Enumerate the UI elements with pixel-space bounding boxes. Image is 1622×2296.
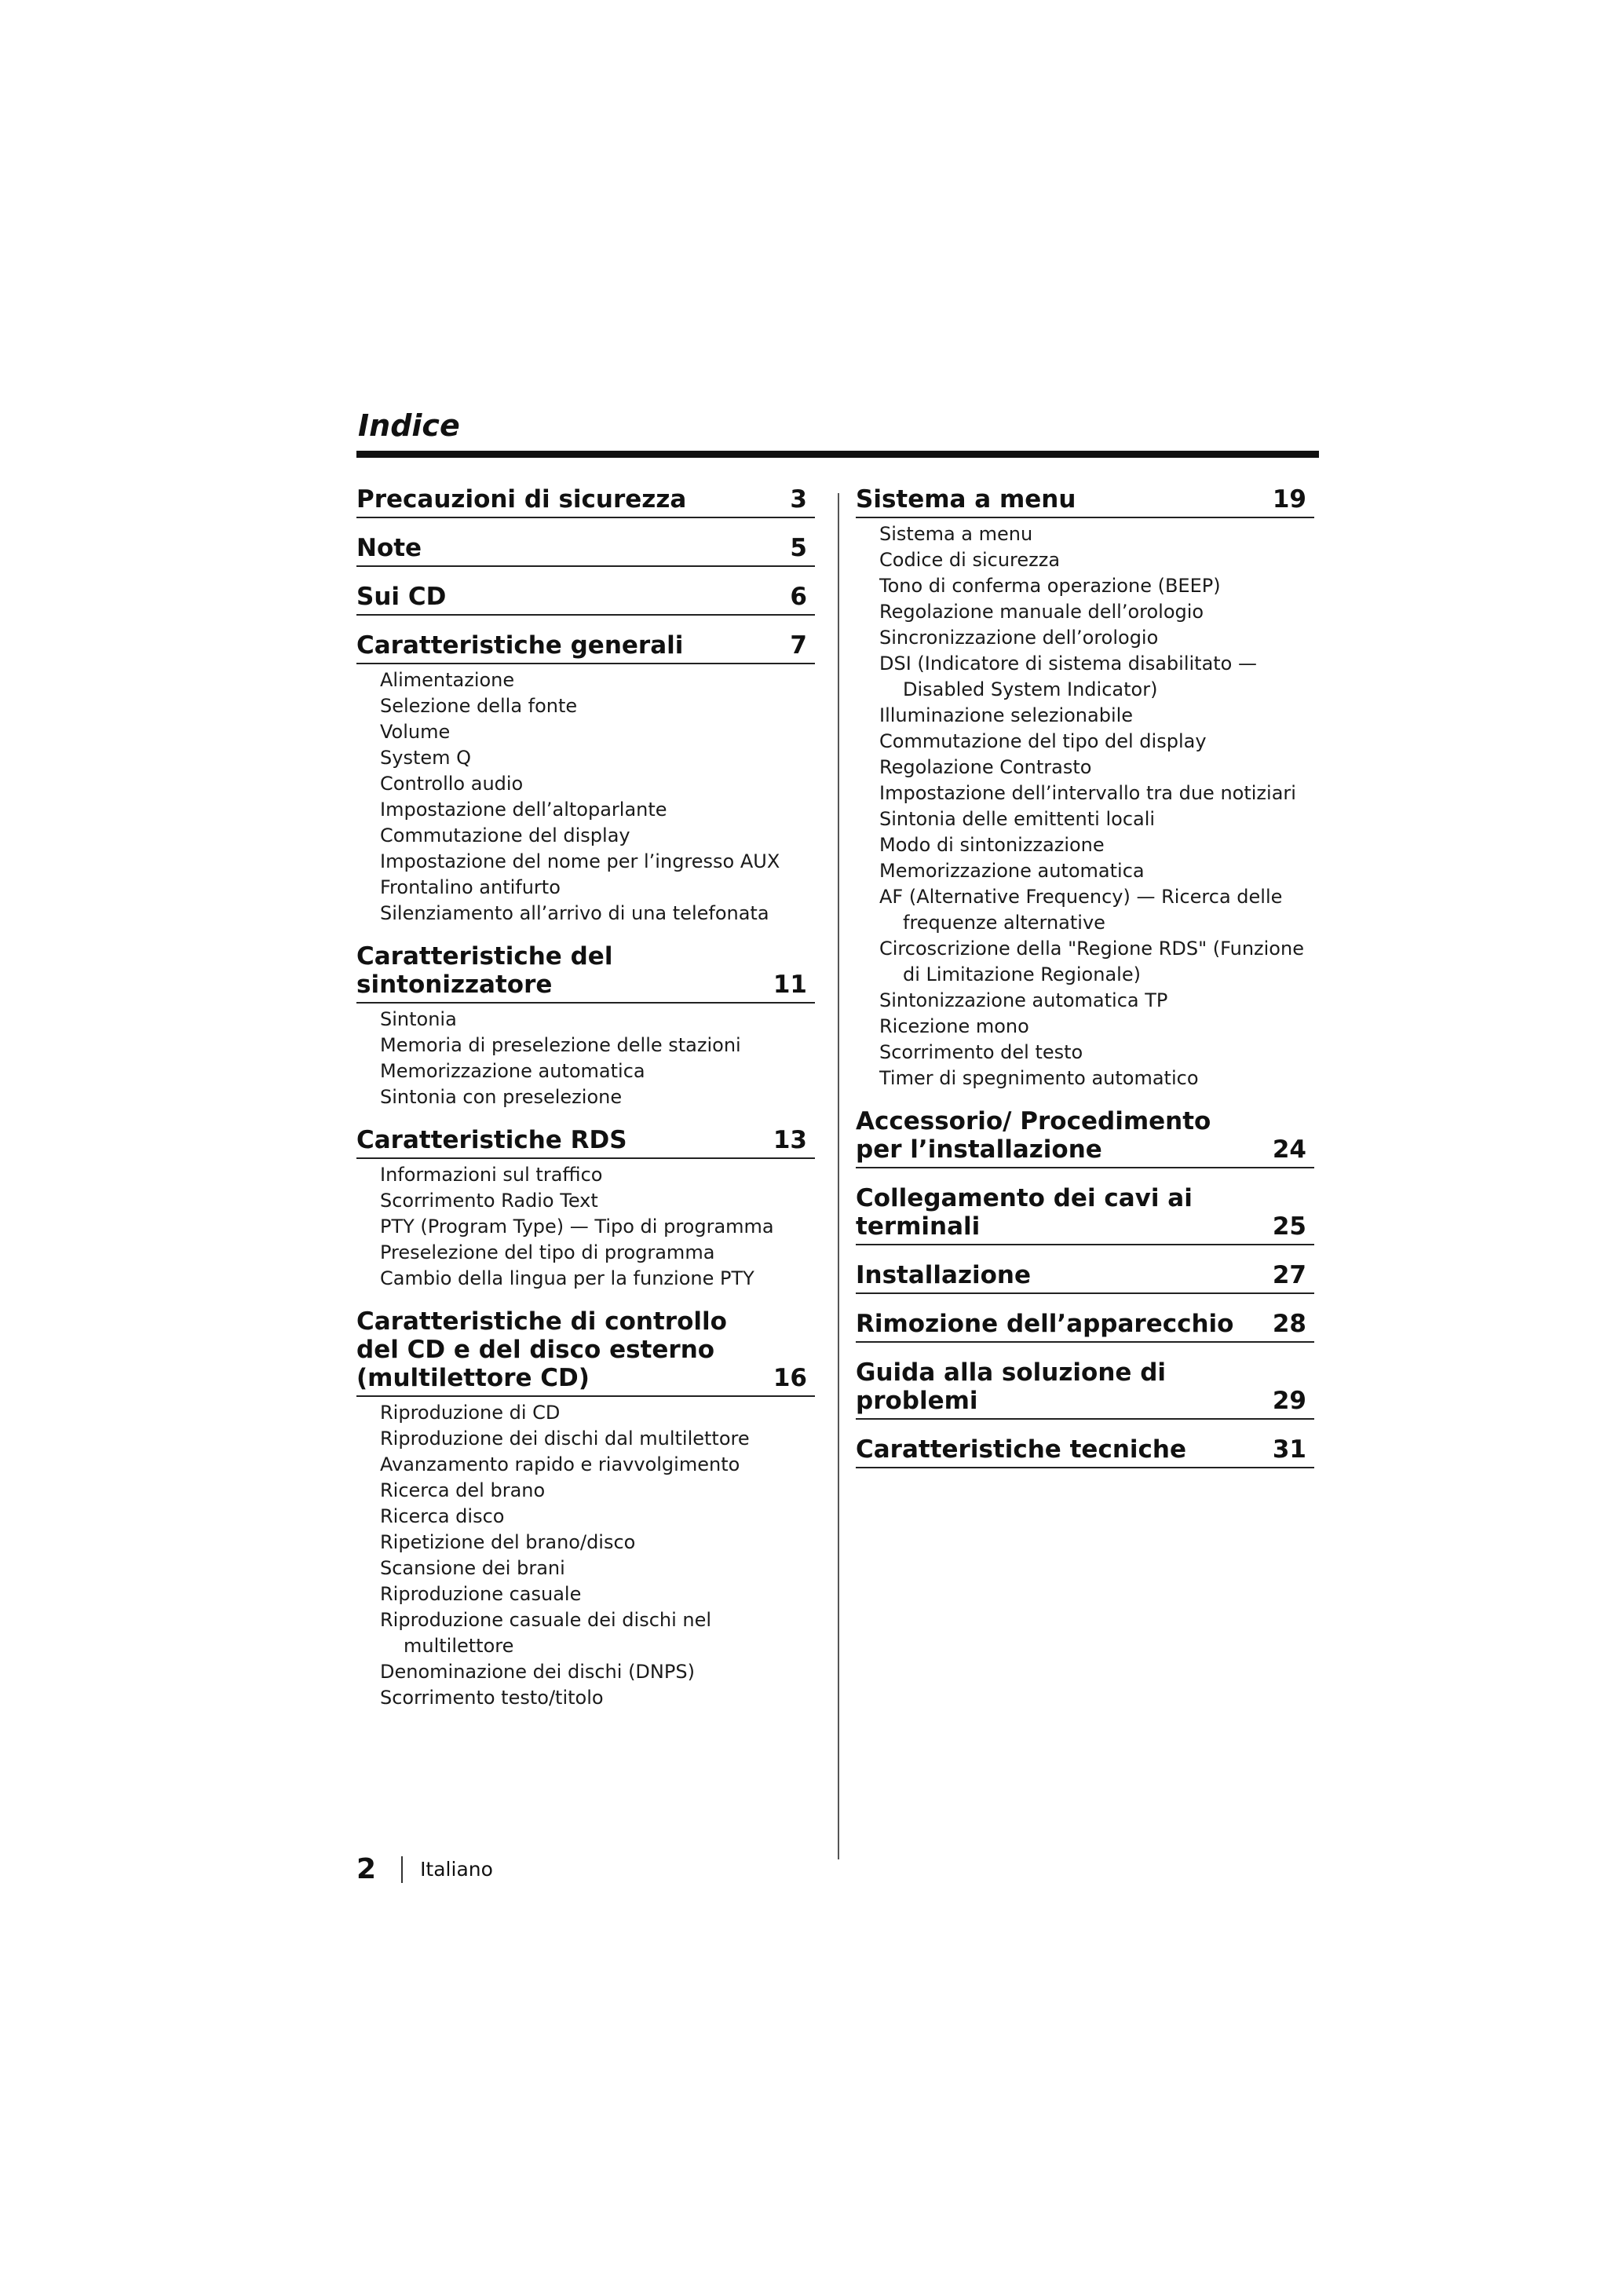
toc-subitem[interactable]: Controllo audio	[380, 773, 524, 795]
toc-section	[356, 485, 815, 518]
toc-heading-title: Installazione	[856, 1261, 1032, 1289]
toc-subitems	[356, 1007, 815, 1110]
toc-subitem[interactable]: AF (Alternative Frequency) — Ricerca delle frequenze alternative	[879, 886, 1283, 934]
toc-subitem[interactable]: Volume	[380, 721, 451, 743]
toc-section	[356, 583, 815, 616]
toc-subitem[interactable]: Ricezione mono	[879, 1015, 1029, 1037]
toc-subitem[interactable]: System Q	[380, 747, 472, 769]
toc-heading-page: 11	[773, 971, 807, 999]
toc-heading-title: Precauzioni di sicurezza	[356, 485, 687, 514]
toc-heading-page: 19	[1272, 485, 1306, 514]
toc-heading[interactable]	[356, 1126, 815, 1159]
column-divider	[838, 493, 839, 1859]
toc-heading-page: 7	[790, 631, 807, 660]
toc-heading[interactable]	[356, 485, 815, 518]
toc-section	[856, 485, 1314, 1091]
toc-heading[interactable]	[856, 1107, 1314, 1168]
toc-section	[356, 942, 815, 1110]
toc-heading[interactable]	[356, 942, 815, 1004]
toc-section	[856, 1358, 1314, 1420]
toc-subitem[interactable]: Impostazione del nome per l’ingresso AUX	[380, 850, 780, 872]
toc-subitem[interactable]: Sintonizzazione automatica TP	[879, 989, 1168, 1011]
toc-section	[856, 1435, 1314, 1468]
toc-subitem[interactable]: Scorrimento del testo	[879, 1041, 1083, 1063]
toc-subitem[interactable]: Regolazione manuale dell’orologio	[879, 601, 1204, 623]
toc-heading-title: Sistema a menu	[856, 485, 1076, 514]
toc-subitem[interactable]: Ricerca del brano	[380, 1479, 546, 1501]
toc-heading[interactable]	[856, 1261, 1314, 1294]
toc-subitem[interactable]: Commutazione del display	[380, 824, 630, 846]
toc-heading-title: Caratteristiche del sintonizzatore	[356, 942, 613, 999]
page-footer	[356, 1853, 493, 1885]
toc-subitem[interactable]: Memorizzazione automatica	[879, 860, 1145, 882]
toc-heading-title: Guida alla soluzione di problemi	[856, 1358, 1167, 1415]
title-rule	[356, 451, 1319, 458]
toc-subitem[interactable]: Riproduzione di CD	[380, 1402, 561, 1424]
toc-heading[interactable]	[356, 583, 815, 616]
toc-subitems	[356, 667, 815, 927]
toc-subitem[interactable]: Selezione della fonte	[380, 695, 578, 717]
toc-subitem[interactable]: Timer di spegnimento automatico	[879, 1067, 1199, 1089]
toc-heading-page: 6	[790, 583, 807, 611]
toc-heading-title: Caratteristiche generali	[356, 631, 684, 660]
toc-heading-title: Accessorio/ Procedimento per l’installazione	[856, 1107, 1211, 1164]
page-number: 2	[356, 1853, 377, 1885]
toc-section	[356, 1126, 815, 1292]
toc-heading-title: Sui CD	[356, 583, 447, 611]
toc-heading[interactable]	[356, 1307, 815, 1397]
toc-subitem[interactable]: Riproduzione casuale dei dischi nel multilettore	[380, 1609, 712, 1657]
toc-section	[856, 1107, 1314, 1168]
toc-left-column	[356, 485, 815, 1727]
toc-heading-page: 24	[1272, 1135, 1306, 1164]
toc-section	[856, 1310, 1314, 1343]
footer-divider	[401, 1856, 403, 1883]
toc-heading-page: 29	[1272, 1387, 1306, 1415]
toc-subitem[interactable]: Scorrimento testo/titolo	[380, 1687, 604, 1709]
toc-subitem[interactable]: Tono di conferma operazione (BEEP)	[879, 575, 1221, 597]
toc-subitem[interactable]: Illuminazione selezionabile	[879, 704, 1134, 726]
toc-subitem[interactable]: Riproduzione dei dischi dal multilettore	[380, 1428, 750, 1450]
toc-section	[356, 534, 815, 567]
toc-heading[interactable]	[856, 485, 1314, 518]
toc-subitem[interactable]: Informazioni sul traffico	[380, 1164, 603, 1186]
toc-heading[interactable]	[356, 534, 815, 567]
toc-subitem[interactable]: Sistema a menu	[879, 523, 1033, 545]
toc-heading-title: Caratteristiche di controllo del CD e del disco esterno (multilettore CD)	[356, 1307, 727, 1392]
toc-subitem[interactable]: Circoscrizione della "Regione RDS" (Funzione di Limitazione Regionale)	[879, 938, 1304, 985]
toc-heading-page: 28	[1272, 1310, 1306, 1338]
toc-subitem[interactable]: Sintonia con preselezione	[380, 1086, 623, 1108]
toc-subitems	[356, 1162, 815, 1292]
page-title: Indice	[358, 408, 460, 443]
toc-subitem[interactable]: Impostazione dell’intervallo tra due notiziari	[879, 782, 1296, 804]
toc-subitem[interactable]: Codice di sicurezza	[879, 549, 1061, 571]
toc-subitem[interactable]: Sincronizzazione dell’orologio	[879, 627, 1159, 649]
toc-subitem[interactable]: Ripetizione del brano/disco	[380, 1531, 636, 1553]
toc-subitem[interactable]: Ricerca disco	[380, 1505, 505, 1527]
toc-subitem[interactable]: Riproduzione casuale	[380, 1583, 582, 1605]
toc-subitem[interactable]: Alimentazione	[380, 669, 515, 691]
toc-heading-title: Caratteristiche RDS	[356, 1126, 627, 1154]
toc-subitem[interactable]: Cambio della lingua per la funzione PTY	[380, 1267, 754, 1289]
toc-heading-title: Rimozione dell’apparecchio	[856, 1310, 1234, 1338]
toc-subitem[interactable]: Memorizzazione automatica	[380, 1060, 645, 1082]
toc-subitem[interactable]: PTY (Program Type) — Tipo di programma	[380, 1216, 774, 1238]
toc-heading[interactable]	[856, 1435, 1314, 1468]
toc-heading-page: 13	[773, 1126, 807, 1154]
toc-heading-page: 16	[773, 1364, 807, 1392]
toc-subitem[interactable]: Sintonia delle emittenti locali	[879, 808, 1156, 830]
toc-subitem[interactable]: DSI (Indicatore di sistema disabilitato — Disabled System Indicator)	[879, 653, 1257, 700]
toc-subitem[interactable]: Frontalino antifurto	[380, 876, 561, 898]
toc-subitem[interactable]: Commutazione del tipo del display	[879, 730, 1207, 752]
toc-section	[856, 1261, 1314, 1294]
toc-subitem[interactable]: Regolazione Contrasto	[879, 756, 1092, 778]
toc-heading[interactable]	[856, 1358, 1314, 1420]
toc-section	[856, 1184, 1314, 1245]
toc-heading[interactable]	[856, 1184, 1314, 1245]
toc-subitem[interactable]: Modo di sintonizzazione	[879, 834, 1105, 856]
toc-heading-page: 25	[1272, 1212, 1306, 1241]
toc-right-column	[856, 485, 1314, 1484]
toc-subitems	[856, 521, 1314, 1091]
toc-heading-page: 3	[790, 485, 807, 514]
toc-subitem[interactable]: Memoria di preselezione delle stazioni	[380, 1034, 741, 1056]
toc-heading-title: Caratteristiche tecniche	[856, 1435, 1186, 1464]
toc-section	[356, 631, 815, 927]
toc-subitem[interactable]: Avanzamento rapido e riavvolgimento	[380, 1453, 740, 1475]
toc-heading-title: Collegamento dei cavi ai terminali	[856, 1184, 1193, 1241]
toc-subitem[interactable]: Preselezione del tipo di programma	[380, 1241, 715, 1263]
toc-section	[356, 1307, 815, 1711]
toc-subitem[interactable]: Sintonia	[380, 1008, 457, 1030]
toc-heading[interactable]	[856, 1310, 1314, 1343]
toc-subitem[interactable]: Scorrimento Radio Text	[380, 1190, 598, 1212]
toc-subitems	[356, 1400, 815, 1711]
toc-heading[interactable]	[356, 631, 815, 664]
toc-subitem[interactable]: Silenziamento all’arrivo di una telefonata	[380, 902, 769, 924]
toc-heading-page: 5	[790, 534, 807, 562]
toc-subitem[interactable]: Impostazione dell’altoparlante	[380, 799, 667, 821]
toc-heading-page: 27	[1272, 1261, 1306, 1289]
toc-subitem[interactable]: Denominazione dei dischi (DNPS)	[380, 1661, 695, 1683]
toc-heading-title: Note	[356, 534, 422, 562]
toc-subitem[interactable]: Scansione dei brani	[380, 1557, 565, 1579]
footer-language: Italiano	[420, 1858, 493, 1881]
toc-heading-page: 31	[1272, 1435, 1306, 1464]
